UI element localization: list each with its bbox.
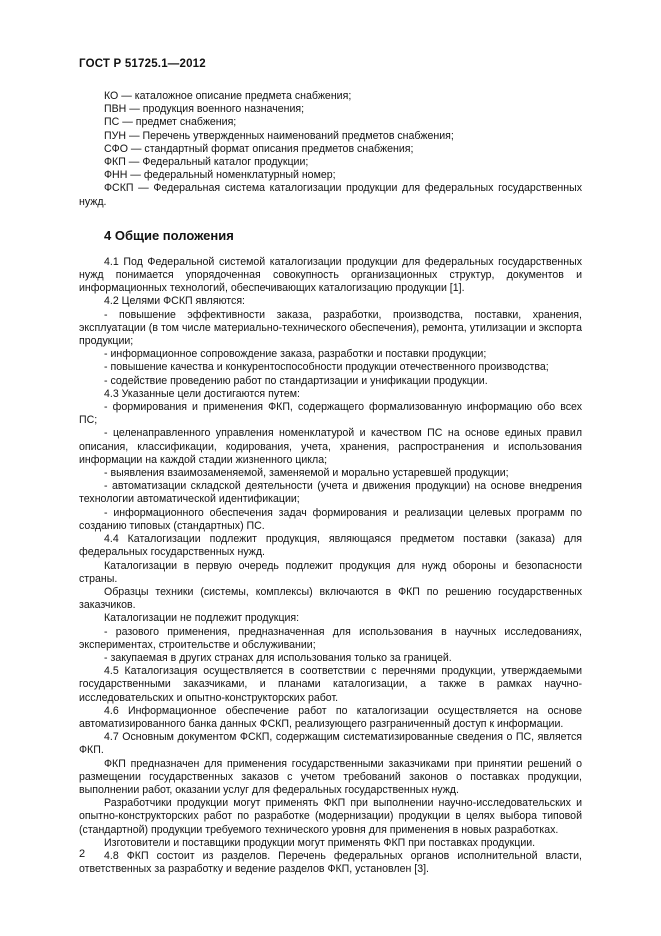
list-item: - информационное сопровождение заказа, разработки и поставки продукции; <box>104 348 487 361</box>
paragraph: 4.7 Основным документом ФСКП, содержащим систематизированные сведения о ПС, является ФКП. <box>79 731 582 757</box>
standard-header: ГОСТ Р 51725.1—2012 <box>79 58 206 70</box>
abbreviation-item: ПУН — Перечень утвержденных наименований предметов снабжения; <box>104 129 454 142</box>
list-item: - информационного обеспечения задач формирования и реализации целевых программ по созданию типовых (стандартных) ПС. <box>79 506 582 532</box>
abbreviation-list <box>79 90 582 209</box>
page-number: 2 <box>79 848 86 860</box>
abbreviation-item: ФКП — Федеральный каталог продукции; <box>104 156 309 169</box>
paragraph: 4.4 Каталогизации подлежит продукция, являющаяся предметом поставки (заказа) для федеральных государственных нужд. <box>79 533 582 559</box>
paragraph: 4.6 Информационное обеспечение работ по каталогизации осуществляется на основе автоматизированного банка данных ФСКП, реализующего разграниченный доступ к информации. <box>79 704 582 730</box>
list-item: - повышение эффективности заказа, разработки, производства, поставки, хранения, эксплуатации (в том числе материально-технического обеспечения), ремонта, утилизации и экспорта продукции; <box>79 308 582 348</box>
list-item: - закупаемая в других странах для использования только за границей. <box>104 651 452 664</box>
list-item: - выявления взаимозаменяемой, заменяемой и морально устаревшей продукции; <box>104 467 509 480</box>
section-title: 4 Общие положения <box>104 227 234 243</box>
abbreviation-item: КО — каталожное описание предмета снабжения; <box>104 90 352 102</box>
paragraph: Образцы техники (системы, комплексы) включаются в ФКП по решению государственных заказчиков. <box>79 585 582 612</box>
list-item: - разового применения, предназначенная для использования в научных исследованиях, экспериментах, строительстве и обслуживании; <box>79 625 582 651</box>
list-item: - автоматизации складской деятельности (учета и движения продукции) на основе внедрения технологии автоматической идентификации; <box>79 480 582 506</box>
paragraph: Каталогизации не подлежит продукция: <box>104 612 300 625</box>
page-content <box>79 90 582 876</box>
paragraph: 4.5 Каталогизация осуществляется в соответствии с перечнями продукции, утверждаемыми государственными заказчиками, и планами каталогизации, а также в рамках научно-исследовательских и опытно-конструкторских работ. <box>79 665 582 704</box>
paragraph: ФКП предназначен для применения государственными заказчиками при принятии решений о размещении государственных заказов с учетом требований законов о поставках продукции, выполнении работ, оказании услуг для федеральных государственных нужд. <box>79 757 582 796</box>
paragraph: Каталогизации в первую очередь подлежит продукция для нужд обороны и безопасности страны. <box>79 559 582 585</box>
paragraph: Разработчики продукции могут применять ФКП при выполнении научно-исследовательских и опытно-конструкторских работ по разработке (модернизации) продукции в целях выбора типовой (стандартной) продукции требуемого технического уровня для применения в новых разработках. <box>79 797 582 836</box>
list-item: - содействие проведению работ по стандартизации и унификации продукции. <box>104 374 488 387</box>
paragraph: 4.2 Целями ФСКП являются: <box>104 295 246 308</box>
abbreviation-item: ПС — предмет снабжения; <box>104 116 237 129</box>
abbreviation-item: СФО — стандартный формат описания предметов снабжения; <box>104 142 414 155</box>
section-body <box>79 256 582 877</box>
abbreviation-item: ПВН — продукция военного назначения; <box>104 103 305 116</box>
list-item: - формирования и применения ФКП, содержащего формализованную информацию обо всех ПС; <box>79 401 582 427</box>
list-item: - целенаправленного управления номенклатурой и качеством ПС на основе единых правил описания, классификации, кодирования, учета, хранения, распространения и использования информации на каждой стадии жизненного цикла; <box>79 427 582 466</box>
abbreviation-item: ФНН — федеральный номенклатурный номер; <box>104 169 336 182</box>
paragraph: Изготовители и поставщики продукции могут применять ФКП при поставках продукции. <box>104 836 536 849</box>
abbreviation-item: ФСКП — Федеральная система каталогизации продукции для федеральных государственных нужд. <box>79 182 582 208</box>
paragraph: 4.8 ФКП состоит из разделов. Перечень федеральных органов исполнительной власти, ответственных за разработку и ведение разделов ФКП, установлен [3]. <box>79 849 582 876</box>
paragraph: 4.3 Указанные цели достигаются путем: <box>104 387 300 400</box>
list-item: - повышение качества и конкурентоспособности продукции отечественного производства; <box>104 361 549 374</box>
paragraph: 4.1 Под Федеральной системой каталогизации продукции для федеральных государственных нужд понимается упорядоченная совокупность организационных структур, документов и информационных технологий, обеспечивающих каталогизацию продукции [1]. <box>79 255 582 295</box>
